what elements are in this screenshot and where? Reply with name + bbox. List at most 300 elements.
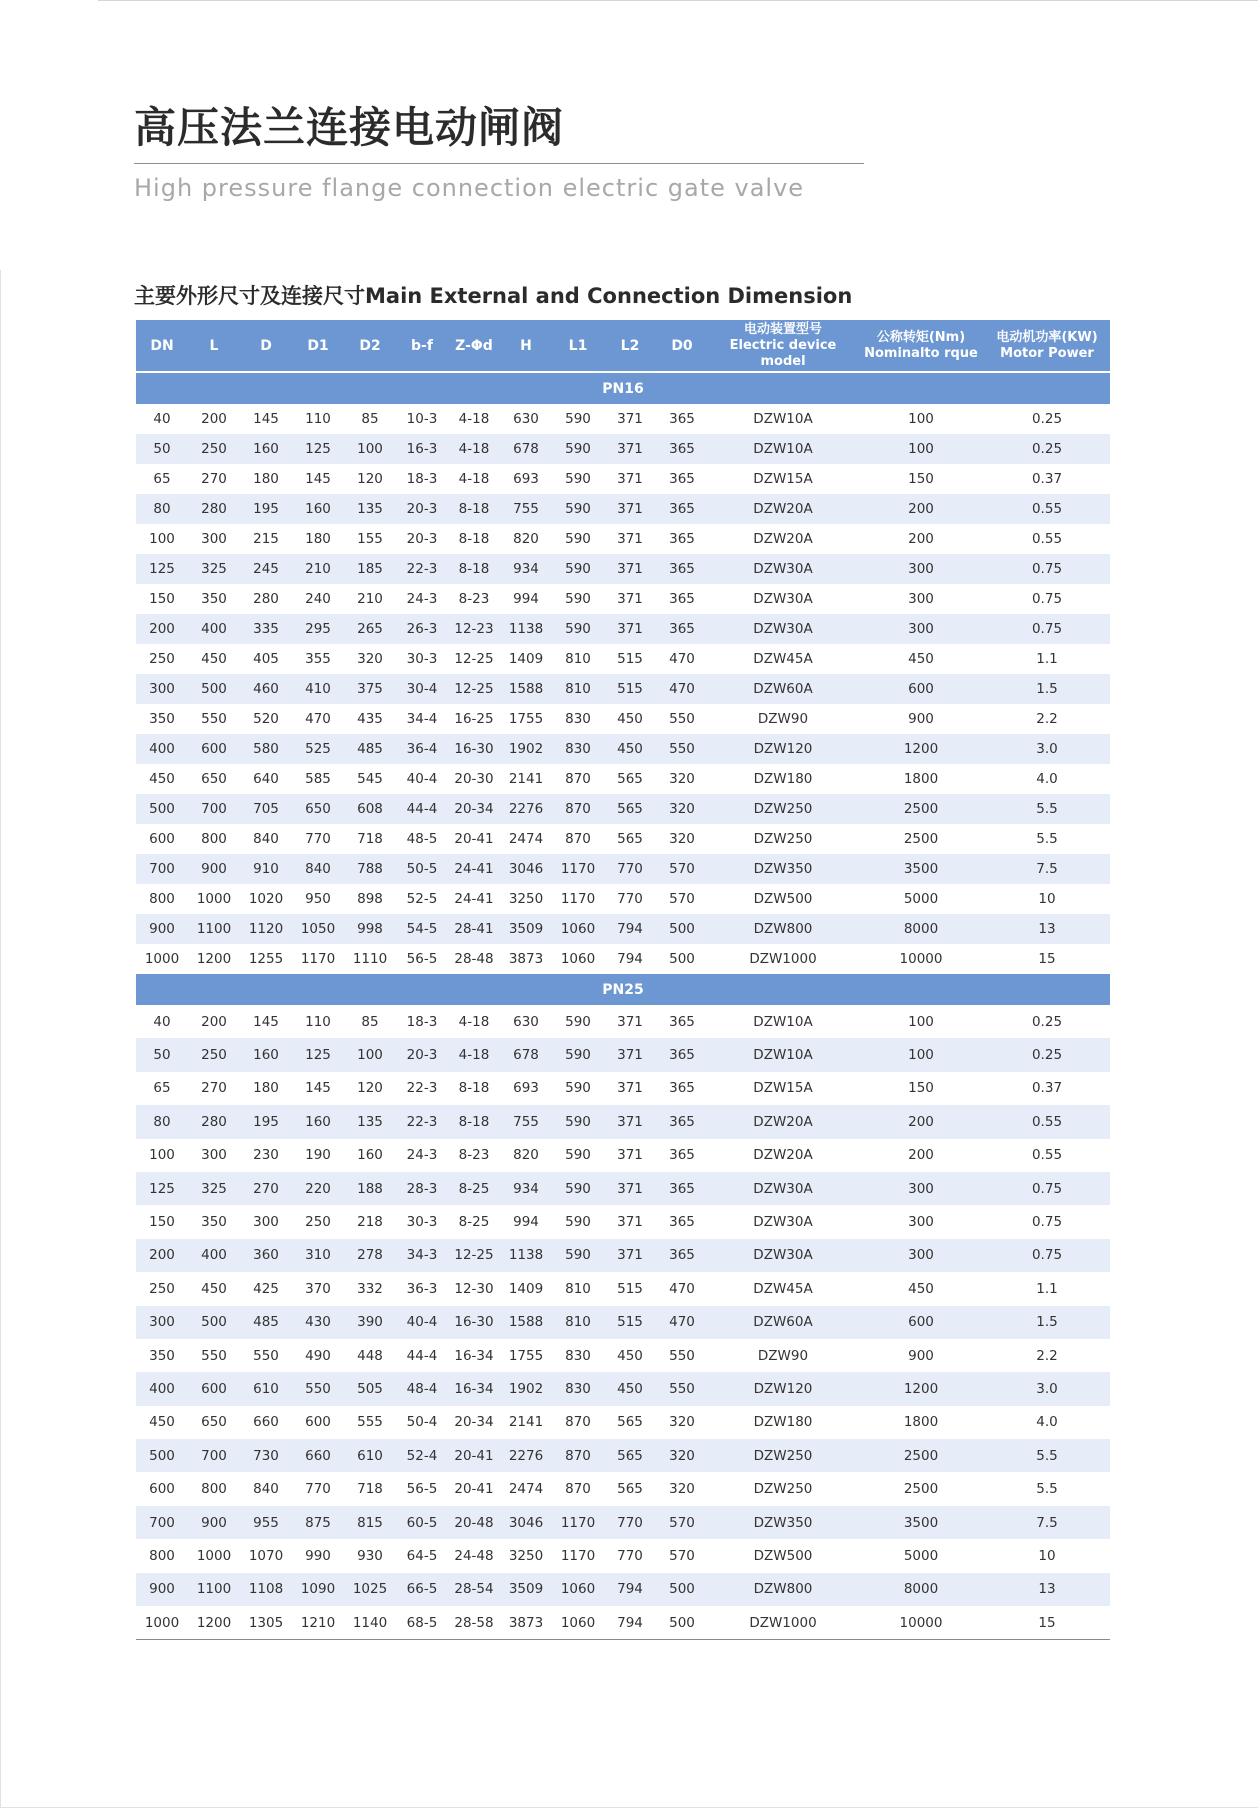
table-cell: 4.0 [1036, 1414, 1058, 1431]
table-cell: 10 [1038, 1547, 1056, 1564]
table-cell: 48-4 [396, 1372, 448, 1405]
table-cell: 1060 [552, 914, 604, 944]
table-cell: 525 [292, 734, 344, 764]
table-cell: 650 [292, 794, 344, 824]
table-cell: 40-4 [396, 1306, 448, 1339]
table-cell: 320 [669, 831, 695, 847]
table-cell: 1090 [292, 1573, 344, 1606]
table-cell: 320 [669, 1414, 695, 1431]
table-cell: 800 [149, 891, 175, 907]
table-cell: 5.5 [1036, 831, 1058, 847]
table-cell: 24-41 [448, 854, 500, 884]
table-cell: 30-3 [406, 651, 438, 667]
table-cell: 50-4 [406, 1414, 438, 1431]
table-cell: 85 [361, 1013, 379, 1030]
table-cell: 28-41 [448, 914, 500, 944]
table-cell: 1.5 [984, 674, 1110, 704]
column-header: DN [136, 320, 188, 372]
table-cell: 371 [604, 1038, 656, 1071]
column-header: L [188, 320, 240, 372]
table-cell: 1.1 [1036, 1280, 1058, 1297]
table-cell: 371 [617, 1147, 643, 1164]
table-header-row [136, 320, 1110, 372]
table-row [136, 1472, 1110, 1505]
table-cell: 44-4 [396, 794, 448, 824]
table-cell: 400 [188, 614, 240, 644]
table-cell: 770 [617, 1547, 643, 1564]
table-cell: 320 [656, 794, 708, 824]
table-cell: 590 [552, 494, 604, 524]
table-cell: 365 [656, 1172, 708, 1205]
table-cell: 8-18 [458, 531, 490, 547]
table-cell: 2500 [903, 1481, 939, 1498]
table-cell: 22-3 [406, 1080, 438, 1097]
table-row [136, 854, 1110, 884]
table-cell: 545 [357, 771, 383, 787]
table-cell: 400 [136, 734, 188, 764]
table-cell: 1000 [144, 951, 180, 967]
table-cell: 10 [1038, 891, 1056, 907]
table-cell: 570 [656, 854, 708, 884]
table-cell: 64-5 [406, 1547, 438, 1564]
table-cell: 371 [604, 1172, 656, 1205]
table-cell: 8-23 [458, 591, 490, 607]
table-cell: 40-4 [406, 771, 438, 787]
table-cell: 240 [305, 591, 331, 607]
table-cell: 371 [604, 1105, 656, 1138]
table-cell: DZW30A [708, 1239, 858, 1272]
table-cell: 550 [201, 1347, 227, 1364]
table-row [136, 1139, 1110, 1172]
table-cell: 188 [344, 1172, 396, 1205]
table-cell: 365 [669, 1147, 695, 1164]
table-cell: 1110 [352, 951, 388, 967]
pn16-group [136, 372, 1110, 974]
table-cell: 470 [669, 1280, 695, 1297]
table-cell: 898 [357, 891, 383, 907]
table-cell: 8-25 [448, 1172, 500, 1205]
table-cell: 18-3 [406, 471, 438, 487]
table-cell: 430 [292, 1306, 344, 1339]
column-header-torque [858, 320, 984, 372]
table-cell: 590 [565, 411, 591, 427]
table-cell: 1200 [188, 1606, 240, 1640]
table-cell: DZW30A [753, 591, 813, 607]
table-cell: 590 [565, 591, 591, 607]
table-cell: 730 [240, 1439, 292, 1472]
table-cell: 425 [253, 1280, 279, 1297]
table-cell: 8-18 [448, 554, 500, 584]
table-cell: 190 [305, 1147, 331, 1164]
table-cell: DZW60A [708, 674, 858, 704]
table-cell: 200 [858, 494, 984, 524]
table-cell: 485 [344, 734, 396, 764]
table-cell: 500 [136, 794, 188, 824]
table-cell: 250 [149, 651, 175, 667]
table-cell: 1100 [188, 1573, 240, 1606]
table-cell: 590 [552, 1105, 604, 1138]
table-cell: 2500 [858, 794, 984, 824]
table-cell: 125 [136, 1172, 188, 1205]
table-cell: 870 [552, 794, 604, 824]
table-cell: 2474 [508, 831, 544, 847]
table-cell: 20-34 [448, 794, 500, 824]
table-cell: 15 [1038, 951, 1056, 967]
table-cell: 1138 [500, 1239, 552, 1272]
table-cell: 280 [188, 494, 240, 524]
table-cell: 1800 [903, 771, 939, 787]
table-cell: 590 [552, 434, 604, 464]
table-cell: 820 [513, 531, 539, 547]
table-cell: 590 [565, 531, 591, 547]
table-row [136, 494, 1110, 524]
table-cell: 0.75 [984, 554, 1110, 584]
table-cell: 800 [201, 1481, 227, 1498]
table-cell: 820 [513, 1147, 539, 1164]
table-cell: 515 [617, 651, 643, 667]
table-cell: 900 [136, 1573, 188, 1606]
table-cell: 210 [292, 554, 344, 584]
table-cell: 400 [136, 1372, 188, 1405]
table-cell: 12-30 [454, 1280, 494, 1297]
table-row [136, 1005, 1110, 1038]
table-row [136, 1406, 1110, 1439]
table-cell: 335 [240, 614, 292, 644]
table-cell: DZW250 [708, 1439, 858, 1472]
table-row [136, 1306, 1110, 1339]
table-cell: DZW45A [753, 651, 813, 667]
table-cell: 24-3 [406, 1147, 438, 1164]
table-row [136, 614, 1110, 644]
table-cell: 500 [669, 951, 695, 967]
table-cell: 185 [344, 554, 396, 584]
table-cell: 300 [136, 1306, 188, 1339]
table-cell: 600 [858, 674, 984, 704]
table-cell: 3.0 [984, 734, 1110, 764]
table-cell: 200 [858, 1105, 984, 1138]
table-cell: 60-5 [396, 1506, 448, 1539]
table-cell: 12-23 [448, 614, 500, 644]
table-cell: 0.75 [1031, 1214, 1063, 1231]
table-cell: 220 [292, 1172, 344, 1205]
column-header: L1 [552, 320, 604, 372]
table-cell: 20-41 [448, 1439, 500, 1472]
table-cell: 20-3 [406, 531, 438, 547]
table-cell: 570 [669, 891, 695, 907]
table-row [136, 1205, 1110, 1238]
table-cell: 30-3 [406, 1214, 438, 1231]
table-cell: 1755 [508, 1347, 544, 1364]
table-cell: 1170 [552, 854, 604, 884]
table-cell: 350 [201, 1214, 227, 1231]
table-cell: 590 [552, 614, 604, 644]
table-cell: 300 [908, 591, 934, 607]
table-row [136, 1539, 1110, 1572]
table-cell: 650 [201, 1414, 227, 1431]
table-cell: 590 [552, 1239, 604, 1272]
table-cell: 371 [604, 1239, 656, 1272]
table-cell: 295 [292, 614, 344, 644]
table-cell: 450 [201, 651, 227, 667]
table-cell: DZW120 [708, 734, 858, 764]
table-cell: 371 [604, 494, 656, 524]
table-cell: 410 [292, 674, 344, 704]
table-row [136, 434, 1110, 464]
column-header: D1 [292, 320, 344, 372]
table-cell: 36-4 [396, 734, 448, 764]
table-cell: 718 [357, 831, 383, 847]
table-row [136, 1105, 1110, 1138]
table-cell: 145 [253, 1013, 279, 1030]
table-cell: 18-3 [406, 1013, 438, 1030]
table-cell: 470 [669, 651, 695, 667]
table-cell: 135 [344, 1105, 396, 1138]
table-cell: 550 [669, 1347, 695, 1364]
table-cell: 20-34 [454, 1414, 494, 1431]
table-cell: 800 [149, 1547, 175, 1564]
table-cell: 565 [617, 831, 643, 847]
table-cell: 365 [656, 1038, 708, 1071]
table-row [136, 704, 1110, 734]
table-cell: 365 [669, 1013, 695, 1030]
table-cell: 450 [149, 771, 175, 787]
table-row [136, 464, 1110, 494]
table-cell: 350 [149, 1347, 175, 1364]
table-cell: 332 [357, 1280, 383, 1297]
table-cell: 0.75 [984, 1172, 1110, 1205]
table-cell: 3873 [508, 951, 544, 967]
table-cell: 1138 [500, 614, 552, 644]
table-cell: 500 [136, 1439, 188, 1472]
table-cell: 500 [656, 1606, 708, 1640]
table-cell: 16-34 [448, 1372, 500, 1405]
table-cell: 135 [344, 494, 396, 524]
table-cell: 16-30 [448, 1306, 500, 1339]
table-cell: 610 [344, 1439, 396, 1472]
table-cell: 0.75 [1031, 591, 1063, 607]
table-cell: 794 [604, 1573, 656, 1606]
table-cell: 54-5 [396, 914, 448, 944]
table-cell: DZW250 [708, 794, 858, 824]
table-cell: 365 [656, 1239, 708, 1272]
table-cell: 24-48 [454, 1547, 494, 1564]
table-cell: 20-41 [454, 1481, 494, 1498]
table-cell: 1020 [248, 891, 284, 907]
table-cell: 145 [305, 1080, 331, 1097]
table-row [136, 884, 1110, 914]
table-cell: DZW20A [708, 494, 858, 524]
table-cell: DZW250 [753, 831, 813, 847]
table-cell: 22-3 [396, 554, 448, 584]
table-cell: 5000 [903, 1547, 939, 1564]
table-cell: 565 [617, 1414, 643, 1431]
table-cell: 870 [565, 1481, 591, 1498]
table-cell: 590 [565, 1214, 591, 1231]
table-cell: 370 [305, 1280, 331, 1297]
table-cell: 200 [201, 1013, 227, 1030]
table-cell: 365 [656, 614, 708, 644]
table-cell: 1000 [196, 891, 232, 907]
table-cell: 8-18 [448, 1105, 500, 1138]
table-row [136, 1038, 1110, 1071]
table-cell: 160 [292, 1105, 344, 1138]
table-cell: 450 [617, 711, 643, 727]
table-cell: 7.5 [984, 1506, 1110, 1539]
table-cell: 180 [253, 1080, 279, 1097]
table-cell: 705 [240, 794, 292, 824]
table-cell: 934 [500, 1172, 552, 1205]
table-cell: 700 [188, 794, 240, 824]
table-cell: 34-4 [406, 711, 438, 727]
table-cell: 325 [188, 1172, 240, 1205]
table-cell: 1.5 [984, 1306, 1110, 1339]
table-cell: 365 [669, 471, 695, 487]
table-cell: 5000 [903, 891, 939, 907]
table-cell: 50 [136, 1038, 188, 1071]
table-cell: 0.55 [984, 494, 1110, 524]
table-cell: 3.0 [984, 1372, 1110, 1405]
table-cell: 28-58 [448, 1606, 500, 1640]
table-cell: 450 [201, 1280, 227, 1297]
table-cell: 365 [656, 1105, 708, 1138]
table-cell: 8000 [858, 1573, 984, 1606]
table-cell: 365 [669, 1214, 695, 1231]
table-cell: 145 [305, 471, 331, 487]
table-cell: DZW15A [753, 471, 813, 487]
table-row [136, 644, 1110, 674]
table-cell: 310 [292, 1239, 344, 1272]
table-cell: 56-5 [406, 1481, 438, 1498]
table-cell: 630 [513, 411, 539, 427]
table-cell: 300 [201, 1147, 227, 1164]
column-header: b-f [396, 320, 448, 372]
table-cell: 300 [858, 1172, 984, 1205]
table-cell: 300 [858, 554, 984, 584]
table-cell: 1000 [136, 1606, 188, 1640]
table-row [136, 1239, 1110, 1272]
table-cell: 371 [617, 1080, 643, 1097]
table-cell: 2500 [858, 1439, 984, 1472]
column-header-en: Electric device model [729, 337, 837, 369]
column-header: H [500, 320, 552, 372]
table-cell: 100 [858, 434, 984, 464]
table-cell: 300 [908, 1214, 934, 1231]
table-cell: 660 [292, 1439, 344, 1472]
table-cell: 20-30 [454, 771, 494, 787]
table-cell: 20-3 [396, 494, 448, 524]
table-cell: 110 [305, 411, 331, 427]
table-row [136, 1372, 1110, 1405]
table-cell: 1409 [508, 1280, 544, 1297]
table-cell: 570 [669, 1547, 695, 1564]
table-cell: 0.75 [984, 614, 1110, 644]
table-cell: 125 [136, 554, 188, 584]
table-cell: 585 [305, 771, 331, 787]
column-header-cn: 电动机功率(KW) [996, 329, 1098, 345]
pn25-group [136, 974, 1110, 1640]
table-cell: 26-3 [396, 614, 448, 644]
table-cell: 150 [149, 591, 175, 607]
table-cell: 470 [656, 1306, 708, 1339]
table-cell: 470 [656, 674, 708, 704]
table-cell: 1108 [240, 1573, 292, 1606]
table-cell: 840 [253, 831, 279, 847]
table-cell: 994 [513, 591, 539, 607]
table-cell: 195 [240, 1105, 292, 1138]
table-cell: 555 [357, 1414, 383, 1431]
table-cell: DZW20A [753, 531, 813, 547]
table-cell: 66-5 [396, 1573, 448, 1606]
table-cell: 280 [188, 1105, 240, 1138]
table-cell: DZW500 [753, 1547, 813, 1564]
table-cell: 990 [305, 1547, 331, 1564]
table-cell: 0.37 [1031, 1080, 1063, 1097]
table-cell: 450 [149, 1414, 175, 1431]
table-cell: 50 [136, 434, 188, 464]
table-cell: 405 [253, 651, 279, 667]
table-cell: 360 [240, 1239, 292, 1272]
table-cell: 600 [149, 831, 175, 847]
table-cell: 810 [565, 1280, 591, 1297]
table-cell: 100 [908, 1013, 934, 1030]
table-cell: 320 [669, 1481, 695, 1498]
column-header-motor-power [984, 320, 1110, 372]
table-cell: 600 [188, 734, 240, 764]
table-cell: 371 [617, 531, 643, 547]
table-cell: 20-3 [396, 1038, 448, 1071]
table-cell: 1.1 [1036, 651, 1058, 667]
table-cell: 12-25 [448, 1239, 500, 1272]
table-cell: DZW120 [708, 1372, 858, 1405]
table-cell: DZW10A [708, 434, 858, 464]
table-cell: 550 [656, 1372, 708, 1405]
table-cell: 600 [858, 1306, 984, 1339]
table-cell: 2.2 [1036, 1347, 1058, 1364]
table-cell: 200 [136, 1239, 188, 1272]
table-row [136, 1272, 1110, 1305]
table-cell: 20-48 [448, 1506, 500, 1539]
table-cell: 13 [984, 914, 1110, 944]
column-header-en: Motor Power [1000, 345, 1094, 361]
table-cell: 30-4 [396, 674, 448, 704]
table-cell: DZW90 [757, 1347, 809, 1364]
table-cell: 1025 [344, 1573, 396, 1606]
table-cell: 12-25 [454, 651, 494, 667]
table-cell: 371 [604, 434, 656, 464]
table-cell: 245 [240, 554, 292, 584]
table-cell: 590 [565, 1147, 591, 1164]
table-cell: 50-5 [396, 854, 448, 884]
table-cell: 3500 [858, 854, 984, 884]
table-cell: 875 [292, 1506, 344, 1539]
table-cell: 590 [552, 1172, 604, 1205]
table-cell: 460 [240, 674, 292, 704]
table-cell: 570 [656, 1506, 708, 1539]
table-cell: 870 [565, 831, 591, 847]
table-cell: DZW1000 [708, 1606, 858, 1640]
table-cell: 1000 [196, 1547, 232, 1564]
table-cell: 500 [656, 1573, 708, 1606]
table-cell: 600 [305, 1414, 331, 1431]
table-cell: 678 [500, 434, 552, 464]
table-cell: 28-3 [396, 1172, 448, 1205]
table-cell: 435 [357, 711, 383, 727]
table-cell: 1902 [500, 1372, 552, 1405]
table-cell: 1200 [858, 1372, 984, 1405]
table-cell: 565 [604, 794, 656, 824]
table-cell: 900 [908, 711, 934, 727]
table-cell: 80 [136, 1105, 188, 1138]
